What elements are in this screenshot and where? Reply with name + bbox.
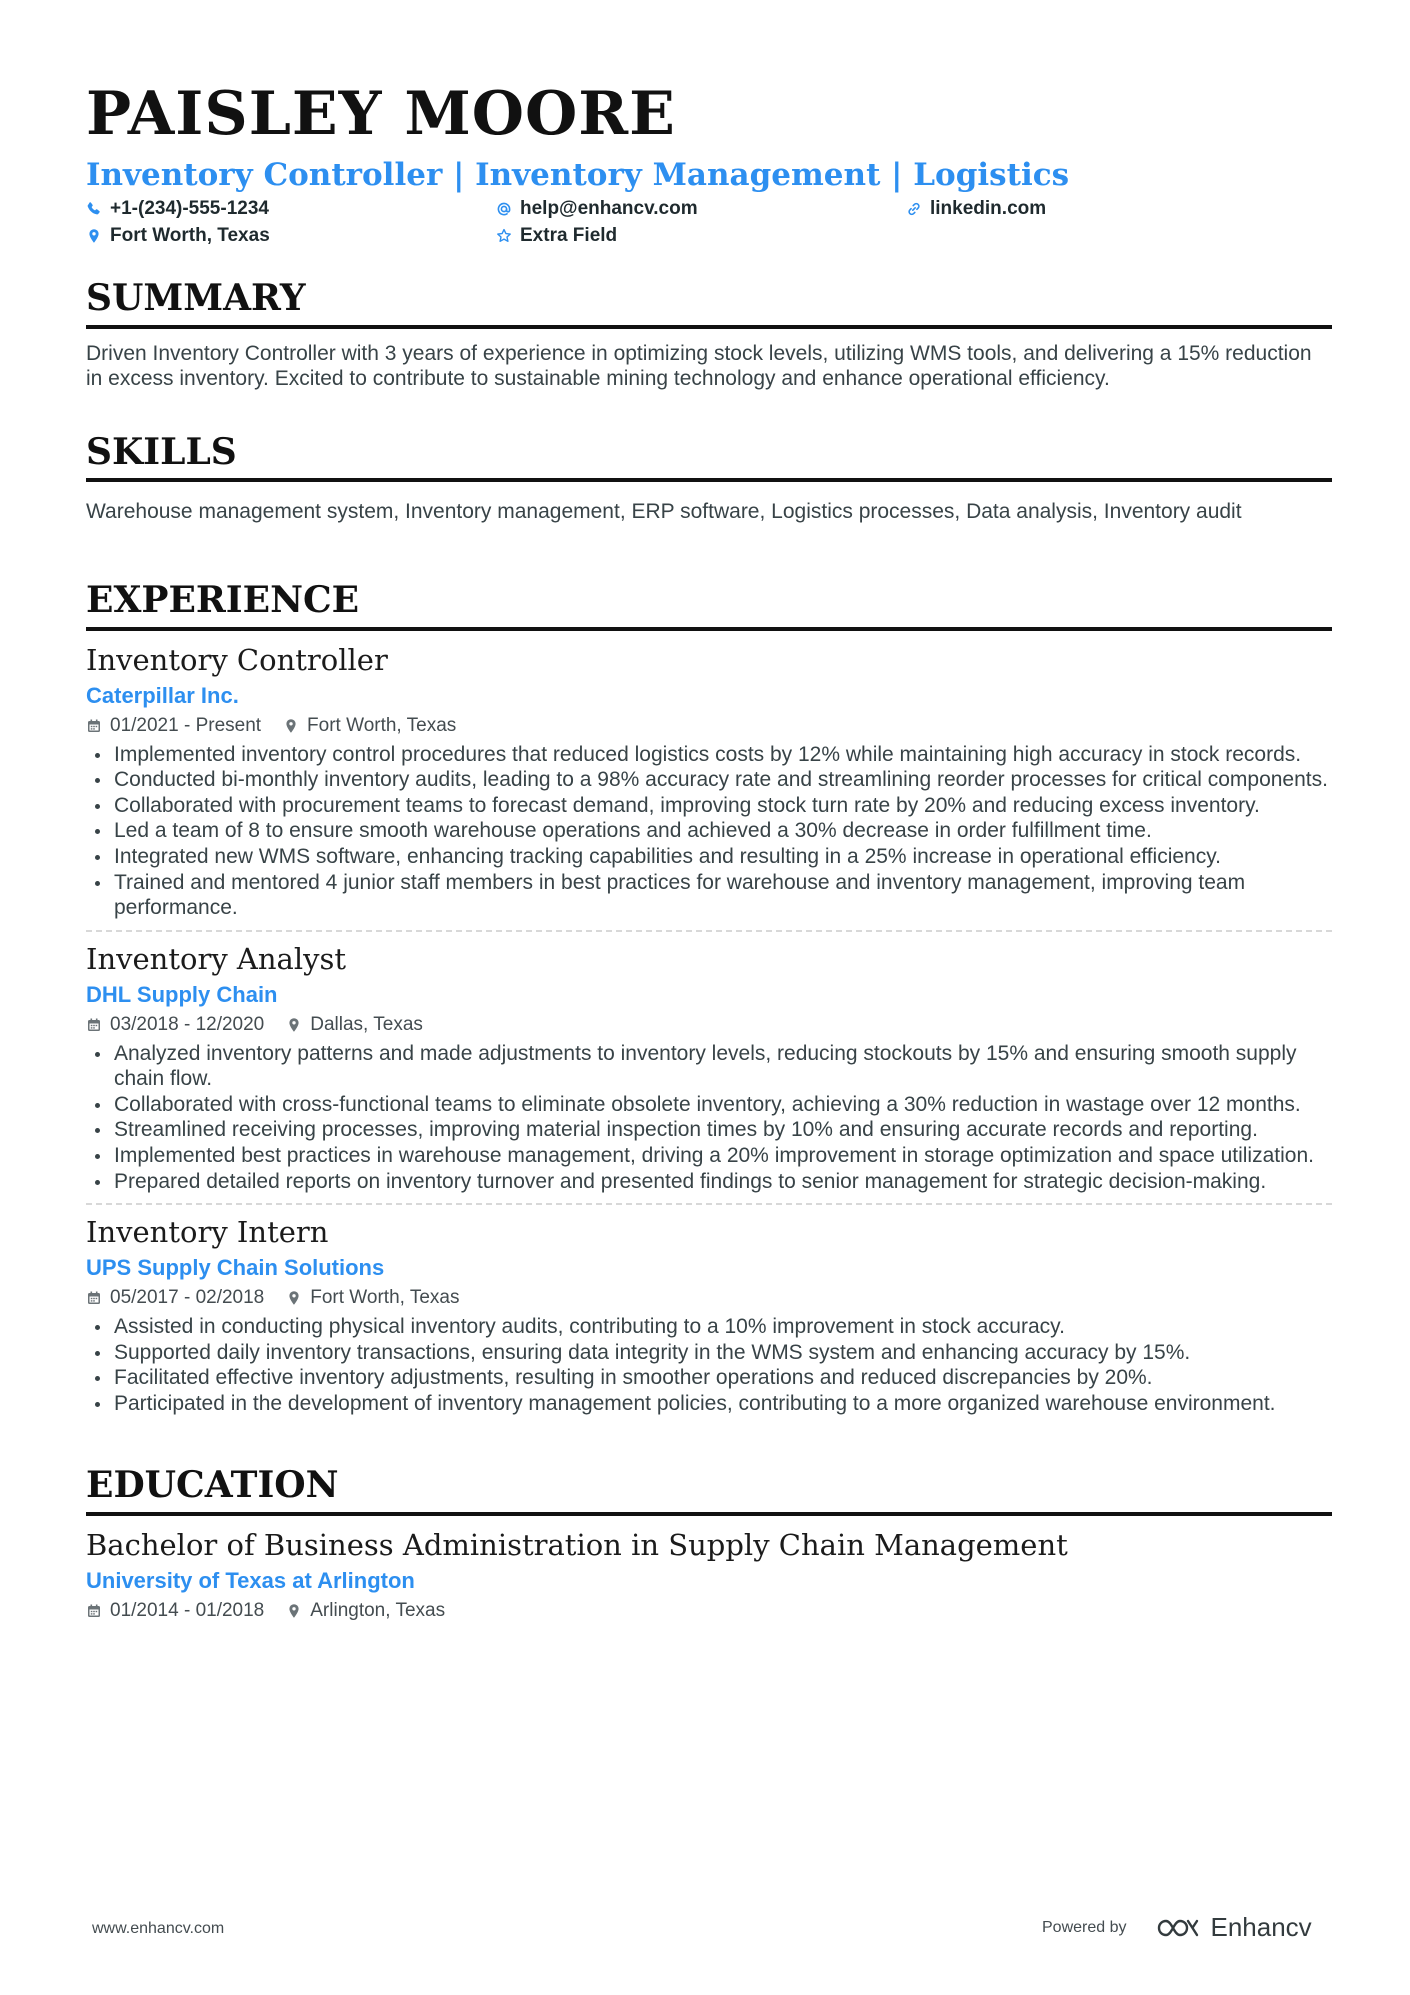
experience-section	[86, 581, 1332, 1416]
company-name: DHL Supply Chain	[86, 981, 278, 1007]
job-bullet: Facilitated effective inventory adjustments, resulting in smoother operations and reduced discrepancies by 20%.	[86, 1365, 1332, 1391]
job-bullet: Streamlined receiving processes, improving material inspection times by 10% and ensuring accurate records and reporting.	[86, 1117, 1332, 1143]
location-pin-icon	[86, 228, 102, 244]
education-heading: EDUCATION	[86, 1466, 1332, 1516]
job-dates: 05/2017 - 02/2018	[110, 1286, 265, 1308]
job-dates: 01/2021 - Present	[110, 714, 262, 736]
job-bullets	[86, 1314, 1332, 1416]
job-bullet: Conducted bi-monthly inventory audits, leading to a 98% accuracy rate and streamlining reorder processes for critical components.	[86, 767, 1332, 793]
calendar-icon	[86, 1603, 102, 1619]
job-location: Fort Worth, Texas	[310, 1286, 460, 1308]
job-meta	[86, 715, 1332, 737]
job-location: Fort Worth, Texas	[307, 714, 457, 736]
location-pin-icon	[286, 1017, 302, 1033]
degree-title: Bachelor of Business Administration in Supply Chain Management	[86, 1527, 1068, 1562]
footer-website[interactable]: www.enhancv.com	[92, 1920, 225, 1937]
location-pin-icon	[286, 1290, 302, 1306]
summary-heading: SUMMARY	[86, 279, 1332, 329]
entry-divider	[86, 1203, 1332, 1205]
brand-logo	[1155, 1912, 1312, 1943]
job-bullet: Collaborated with cross-functional teams to eliminate obsolete inventory, achieving a 30% reduction in wastage over 12 months.	[86, 1092, 1332, 1118]
star-icon	[496, 228, 512, 244]
linkedin-text: linkedin.com	[930, 198, 1047, 220]
education-section	[86, 1466, 1332, 1621]
job-title: Inventory Controller	[86, 642, 388, 677]
job-location: Dallas, Texas	[310, 1013, 423, 1035]
calendar-icon	[86, 1017, 102, 1033]
enhancv-logo-icon	[1155, 1916, 1201, 1940]
candidate-headline: Inventory Controller | Inventory Management | Logistics	[86, 157, 1070, 193]
location-pin-icon	[286, 1603, 302, 1619]
job-meta	[86, 1287, 1332, 1309]
phone-icon	[86, 201, 102, 217]
job-bullet: Trained and mentored 4 junior staff members in best practices for warehouse and inventory management, improving team performance.	[86, 870, 1332, 921]
resume-header	[86, 79, 1332, 247]
calendar-icon	[86, 718, 102, 734]
job-bullet: Implemented inventory control procedures that reduced logistics costs by 12% while maintaining high accuracy in stock records.	[86, 742, 1332, 768]
skills-heading: SKILLS	[86, 433, 1332, 483]
job-meta	[86, 1014, 1332, 1036]
experience-heading: EXPERIENCE	[86, 581, 1332, 631]
location-pin-icon	[283, 718, 299, 734]
skills-text: Warehouse management system, Inventory management, ERP software, Logistics processes, Data analysis, Inventory audit	[86, 500, 1242, 524]
summary-text: Driven Inventory Controller with 3 years of experience in optimizing stock levels, utilizing WMS tools, and delivering a 15% reduction in excess inventory. Excited to contribute to sustainable mining technology and enhance operational efficiency.	[86, 341, 1312, 390]
education-meta	[86, 1600, 1332, 1622]
phone-text: +1-(234)-555-1234	[110, 198, 269, 220]
calendar-icon	[86, 1290, 102, 1306]
entry-divider	[86, 930, 1332, 932]
summary-section	[86, 279, 1332, 391]
experience-entry	[86, 1215, 1332, 1416]
experience-entry	[86, 643, 1332, 921]
school-name: University of Texas at Arlington	[86, 1567, 415, 1593]
job-bullet: Implemented best practices in warehouse management, driving a 20% improvement in storage optimization and space utilization.	[86, 1143, 1332, 1169]
education-location: Arlington, Texas	[310, 1599, 446, 1621]
education-dates: 01/2014 - 01/2018	[110, 1599, 265, 1621]
contact-phone[interactable]	[86, 198, 496, 220]
contact-location	[86, 225, 496, 247]
extra-field-text: Extra Field	[520, 225, 618, 247]
contact-linkedin[interactable]	[906, 198, 1332, 220]
skills-section	[86, 430, 1332, 526]
brand-name: Enhancv	[1210, 1912, 1312, 1942]
job-bullet: Integrated new WMS software, enhancing tracking capabilities and resulting in a 25% increase in operational efficiency.	[86, 844, 1332, 870]
job-bullet: Assisted in conducting physical inventory audits, contributing to a 10% improvement in stock accuracy.	[86, 1314, 1332, 1340]
job-bullet: Supported daily inventory transactions, ensuring data integrity in the WMS system and enhancing accuracy by 15%.	[86, 1340, 1332, 1366]
contact-email[interactable]	[496, 198, 906, 220]
footer-branding[interactable]	[1042, 1912, 1312, 1943]
link-icon	[906, 201, 922, 217]
job-bullet: Participated in the development of inventory management policies, contributing to a more organized warehouse environment.	[86, 1391, 1332, 1417]
job-bullets	[86, 1041, 1332, 1195]
candidate-name: PAISLEY MOORE	[86, 79, 676, 149]
experience-entry	[86, 942, 1332, 1194]
resume-content	[86, 79, 1332, 1622]
job-bullet: Led a team of 8 to ensure smooth warehouse operations and achieved a 30% decrease in order fulfillment time.	[86, 818, 1332, 844]
job-bullet: Prepared detailed reports on inventory turnover and presented findings to senior management for strategic decision-making.	[86, 1169, 1332, 1195]
at-icon	[496, 201, 512, 217]
job-bullet: Analyzed inventory patterns and made adjustments to inventory levels, reducing stockouts by 15% and ensuring smooth supply chain flow.	[86, 1041, 1332, 1092]
email-text: help@enhancv.com	[520, 198, 698, 220]
contact-info	[86, 198, 1332, 247]
powered-by-text: Powered by	[1042, 1918, 1127, 1936]
company-name: Caterpillar Inc.	[86, 682, 239, 708]
company-name: UPS Supply Chain Solutions	[86, 1254, 385, 1280]
job-bullet: Collaborated with procurement teams to forecast demand, improving stock turn rate by 20% and reducing excess inventory.	[86, 793, 1332, 819]
contact-extra	[496, 225, 906, 247]
location-text: Fort Worth, Texas	[110, 225, 270, 247]
job-title: Inventory Analyst	[86, 941, 347, 976]
job-title: Inventory Intern	[86, 1215, 329, 1250]
education-entry	[86, 1528, 1332, 1622]
job-bullets	[86, 742, 1332, 921]
job-dates: 03/2018 - 12/2020	[110, 1013, 265, 1035]
